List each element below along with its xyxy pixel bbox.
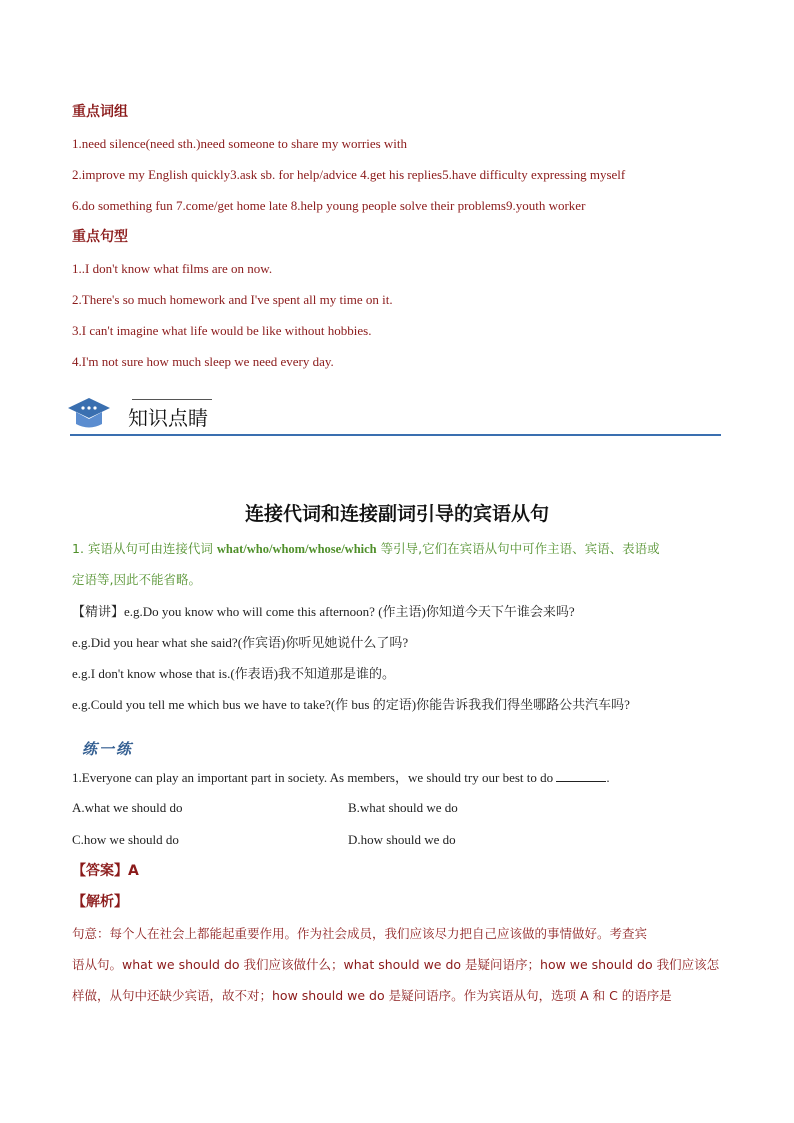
sentence-line: 1..I don't know what films are on now. bbox=[72, 261, 273, 276]
option-a: A.what we should do bbox=[72, 800, 183, 815]
question-text: 1.Everyone can play an important part in society. As members，we should try our best to do bbox=[72, 770, 554, 785]
analysis-line: 句意：每个人在社会上都能起重要作用。作为社会成员，我们应该尽力把自己应该做的事情做好。考查宾 bbox=[72, 926, 648, 941]
sentence-line: 3.I can't imagine what life would be like without hobbies. bbox=[72, 323, 372, 338]
example-line bbox=[72, 603, 575, 622]
question-line bbox=[72, 769, 610, 787]
banner-title: 知识点睛 bbox=[128, 406, 208, 430]
option-b: B.what should we do bbox=[348, 800, 458, 815]
phrase-line: 6.do something fun 7.come/get home late 8.help young people solve their problems9.youth worker bbox=[72, 198, 586, 213]
option-c: C.how we should do bbox=[72, 832, 179, 847]
option-d: D.how should we do bbox=[348, 832, 456, 847]
banner-rule bbox=[70, 434, 721, 436]
banner-top-rule bbox=[132, 399, 212, 400]
question-end: . bbox=[606, 770, 610, 785]
practice-label: 练一练 bbox=[82, 740, 134, 758]
analysis-label: 【解析】 bbox=[72, 894, 128, 910]
answer-blank bbox=[556, 769, 606, 782]
rule-prefix: 1. 宾语从句可由连接代词 bbox=[72, 541, 217, 556]
rule-suffix: 等引导,它们在宾语从句中可作主语、宾语、表语或 bbox=[376, 541, 660, 556]
phrases-heading: 重点词组 bbox=[72, 104, 128, 120]
analysis-line: 样做，从句中还缺少宾语，故不对；how should we do 是疑问语序。作为宾语从句，选项 A 和 C 的语序是 bbox=[72, 988, 672, 1003]
rule-line-2: 定语等,因此不能省略。 bbox=[72, 572, 201, 587]
rule-pronouns: what/who/whom/whose/which bbox=[216, 542, 377, 556]
example-line: e.g.I don't know whose that is.(作表语)我不知道那是谁的。 bbox=[72, 666, 395, 681]
phrase-line: 1.need silence(need sth.)need someone to share my worries with bbox=[72, 136, 408, 151]
sentence-line: 2.There's so much homework and I've spent all my time on it. bbox=[72, 292, 393, 307]
graduation-cap-icon bbox=[66, 394, 112, 432]
example-line: e.g.Did you hear what she said?(作宾语)你听见她说什么了吗? bbox=[72, 635, 409, 650]
section-title: 连接代词和连接副词引导的宾语从句 bbox=[244, 503, 549, 525]
example-line: e.g.Could you tell me which bus we have to take?(作 bus 的定语)你能告诉我我们得坐哪路公共汽车吗? bbox=[72, 697, 630, 712]
sentences-heading: 重点句型 bbox=[72, 229, 128, 245]
rule-line bbox=[72, 540, 660, 558]
phrase-line: 2.improve my English quickly3.ask sb. for help/advice 4.get his replies5.have difficulty expressing myself bbox=[72, 167, 626, 182]
answer-label: 【答案】A bbox=[72, 863, 139, 879]
example-text: e.g.Do you know who will come this afternoon? (作主语)你知道今天下午谁会来吗? bbox=[124, 604, 575, 619]
analysis-line: 语从句。what we should do 我们应该做什么；what should we do 是疑问语序；how we should do 我们应该怎 bbox=[72, 957, 720, 972]
sentence-line: 4.I'm not sure how much sleep we need every day. bbox=[72, 354, 334, 369]
explain-label: 【精讲】 bbox=[72, 605, 125, 620]
